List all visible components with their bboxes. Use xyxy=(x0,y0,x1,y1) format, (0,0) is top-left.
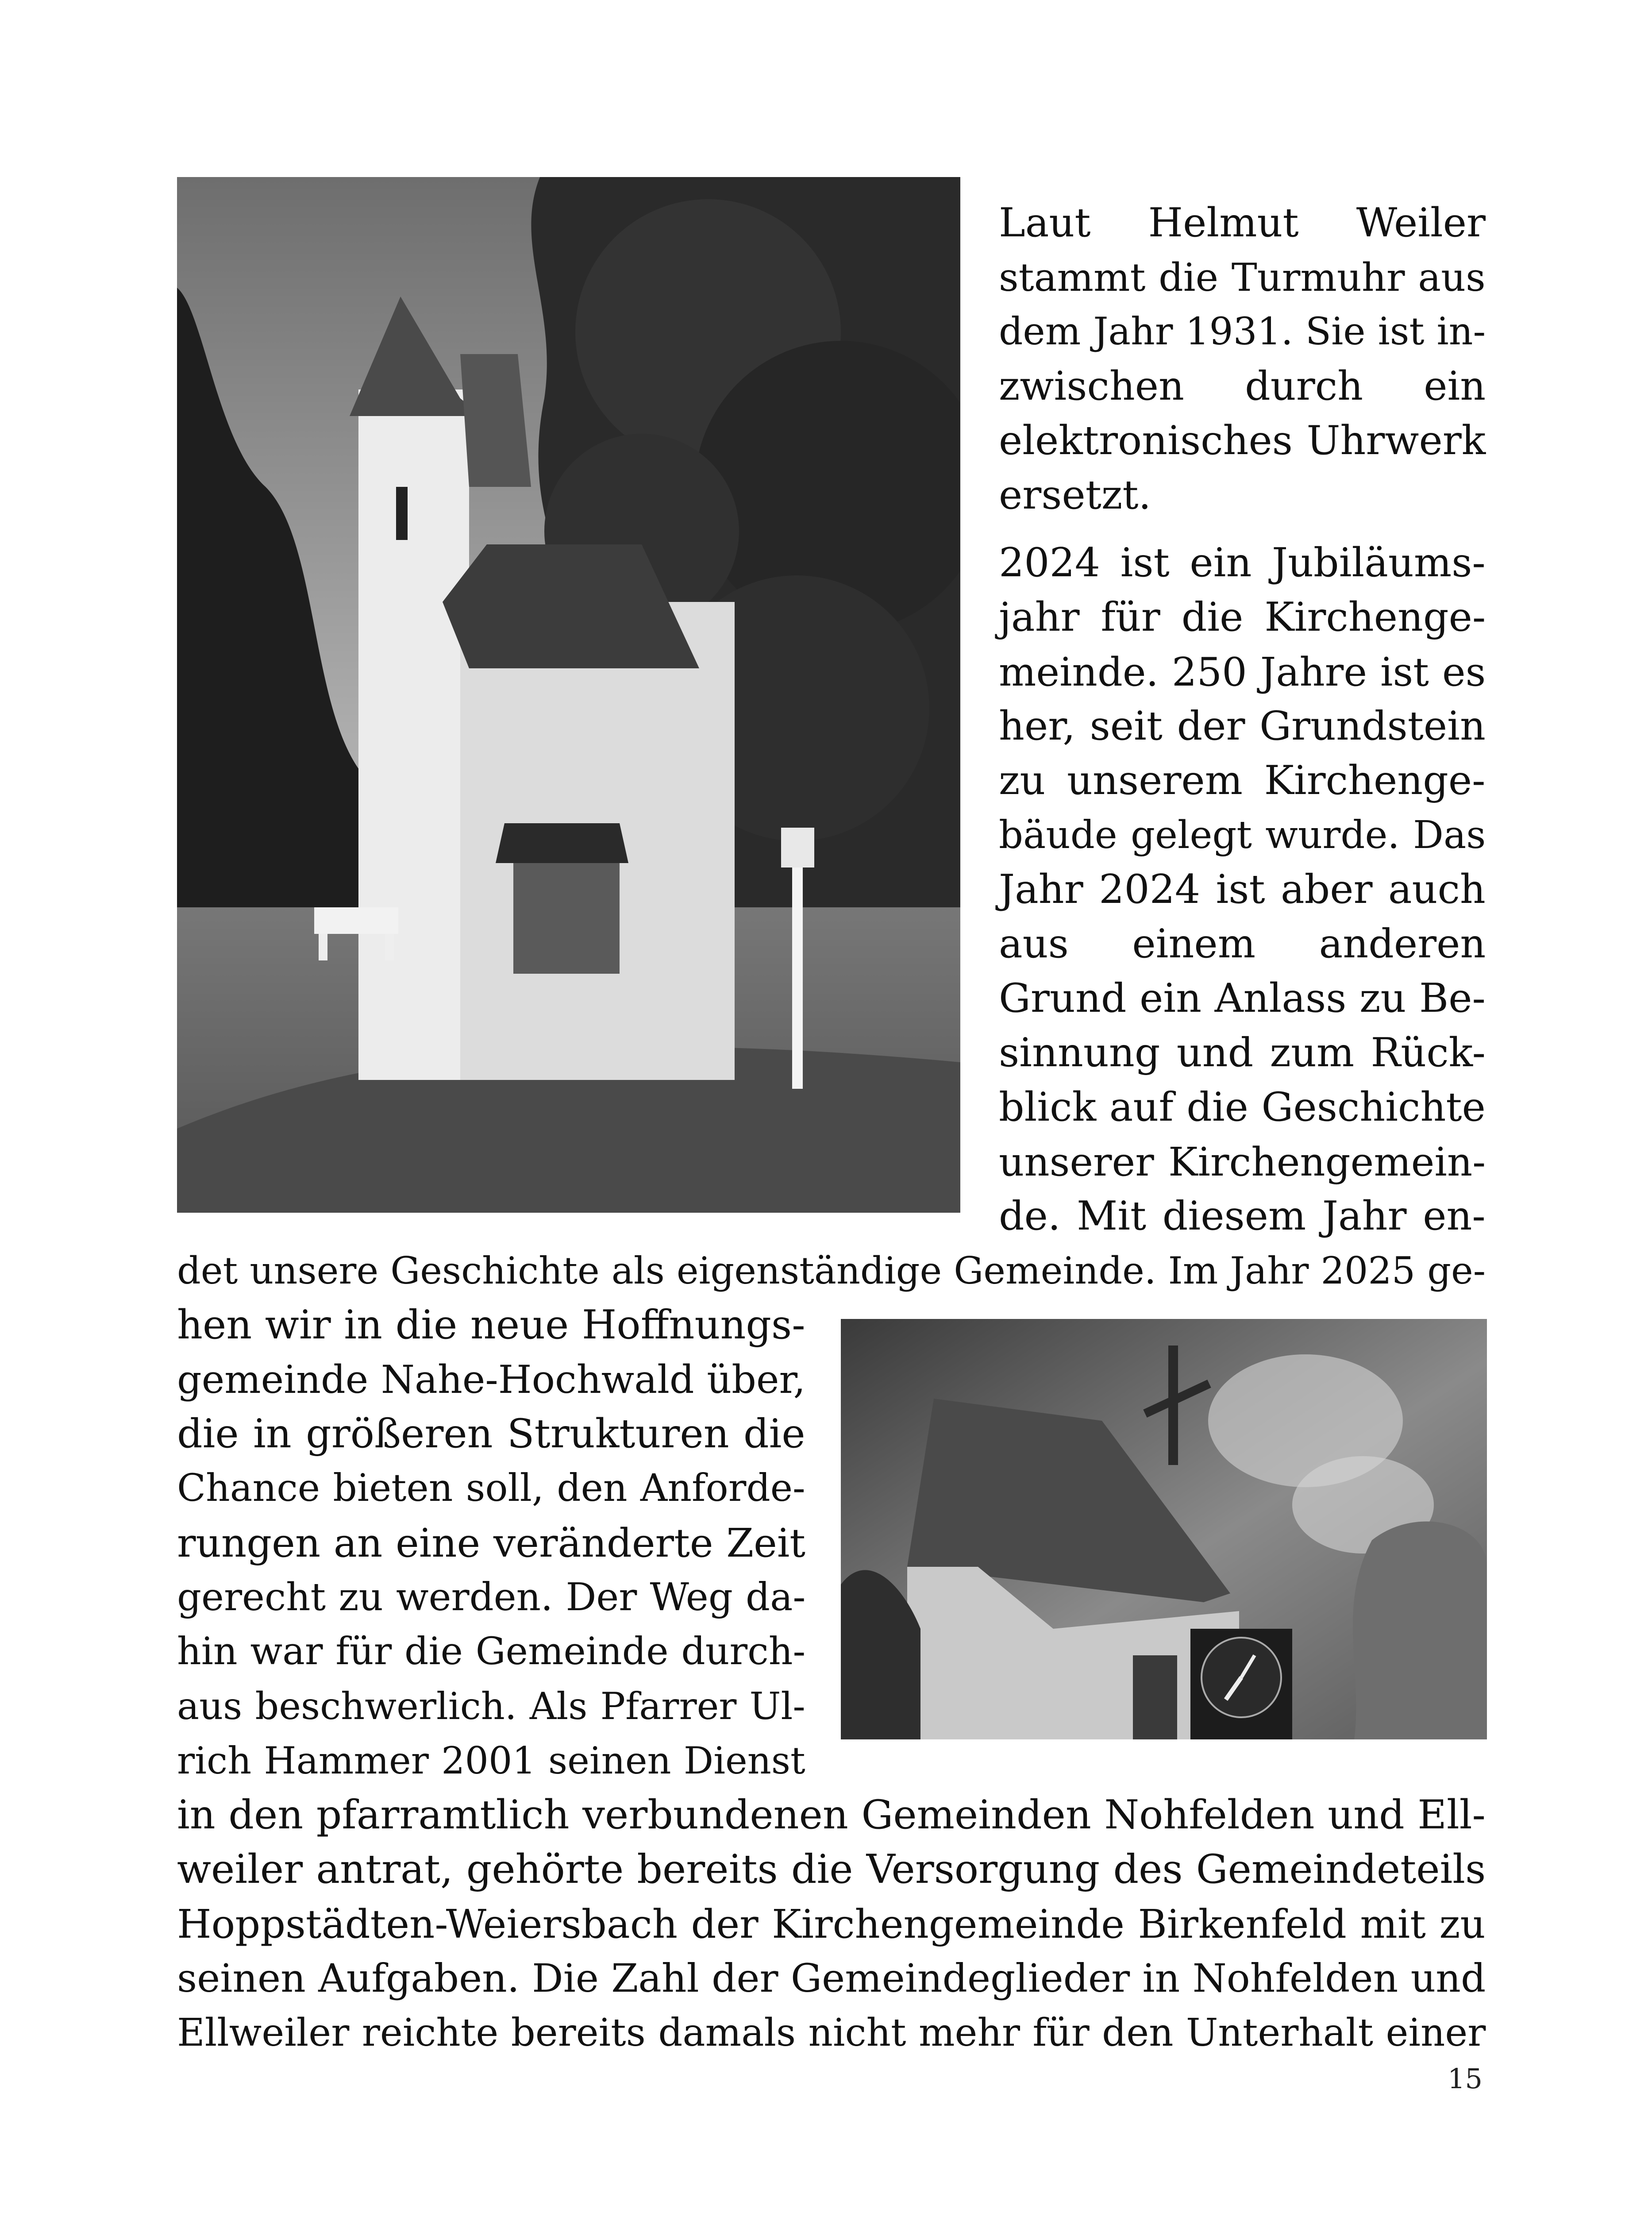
text-line: aus einem anderen xyxy=(999,921,1486,967)
text-line: stammt die Turmuhr aus xyxy=(999,255,1486,300)
tower-clock-photo-icon xyxy=(841,1319,1487,1739)
text-line: unserer Kirchengemein- xyxy=(999,1139,1486,1185)
text-line: meinde. 250 Jahre ist es xyxy=(999,649,1486,695)
text-line: Grund ein Anlass zu Be- xyxy=(999,975,1486,1022)
text-line: ersetzt. xyxy=(999,472,1151,518)
text-line: 2024 ist ein Jubiläums- xyxy=(999,540,1486,586)
text-line: sinnung und zum Rück- xyxy=(999,1029,1486,1076)
text-line: seinen Aufgaben. Die Zahl der Gemeindeglieder in Nohfelden und xyxy=(177,1955,1486,2001)
text-line: Chance bieten soll, den Anforde- xyxy=(177,1466,805,1510)
page-number: 15 xyxy=(1448,2063,1483,2095)
text-line: hin war für die Gemeinde durch- xyxy=(177,1630,806,1673)
church-exterior-photo xyxy=(177,177,960,1213)
text-line: rungen an eine veränderte Zeit xyxy=(177,1520,806,1566)
text-line: jahr für die Kirchenge- xyxy=(999,594,1486,640)
text-line: hen wir in die neue Hoffnungs- xyxy=(177,1302,805,1348)
text-line: det unsere Geschichte als eigenständige Gemeinde. Im Jahr 2025 ge- xyxy=(177,1249,1486,1292)
text-line: die in größeren Strukturen die xyxy=(177,1411,805,1457)
text-line: Hoppstädten-Weiersbach der Kirchengemeinde Birkenfeld mit zu xyxy=(177,1901,1486,1947)
text-line: de. Mit diesem Jahr en- xyxy=(999,1193,1486,1239)
text-line: in den pfarramtlich verbundenen Gemeinden Nohfelden und Ell- xyxy=(177,1792,1486,1838)
text-line: elektronisches Uhrwerk xyxy=(999,417,1486,464)
text-line: her, seit der Grundstein xyxy=(999,703,1486,749)
text-line: blick auf die Geschichte xyxy=(999,1084,1486,1130)
text-line: zwischen durch ein xyxy=(999,363,1486,409)
text-line: gerecht zu werden. Der Weg da- xyxy=(177,1575,806,1619)
text-line: bäude gelegt wurde. Das xyxy=(999,813,1486,857)
text-line: rich Hammer 2001 seinen Dienst xyxy=(177,1739,805,1782)
text-line: zu unserem Kirchenge- xyxy=(999,757,1486,804)
text-line: dem Jahr 1931. Sie ist in- xyxy=(999,310,1486,354)
text-line: Jahr 2024 ist aber auch xyxy=(999,866,1486,913)
text-line: gemeinde Nahe-Hochwald über, xyxy=(177,1357,806,1402)
text-line: weiler antrat, gehörte bereits die Versorgung des Gemeindeteils xyxy=(177,1846,1486,1893)
church-photo-icon xyxy=(177,177,960,1213)
text-line: aus beschwerlich. Als Pfarrer Ul- xyxy=(177,1685,805,1728)
text-line: Laut Helmut Weiler xyxy=(999,200,1486,246)
text-line: Ellweiler reichte bereits damals nicht mehr für den Unterhalt einer xyxy=(177,2011,1486,2055)
tower-clock-photo xyxy=(841,1319,1487,1739)
